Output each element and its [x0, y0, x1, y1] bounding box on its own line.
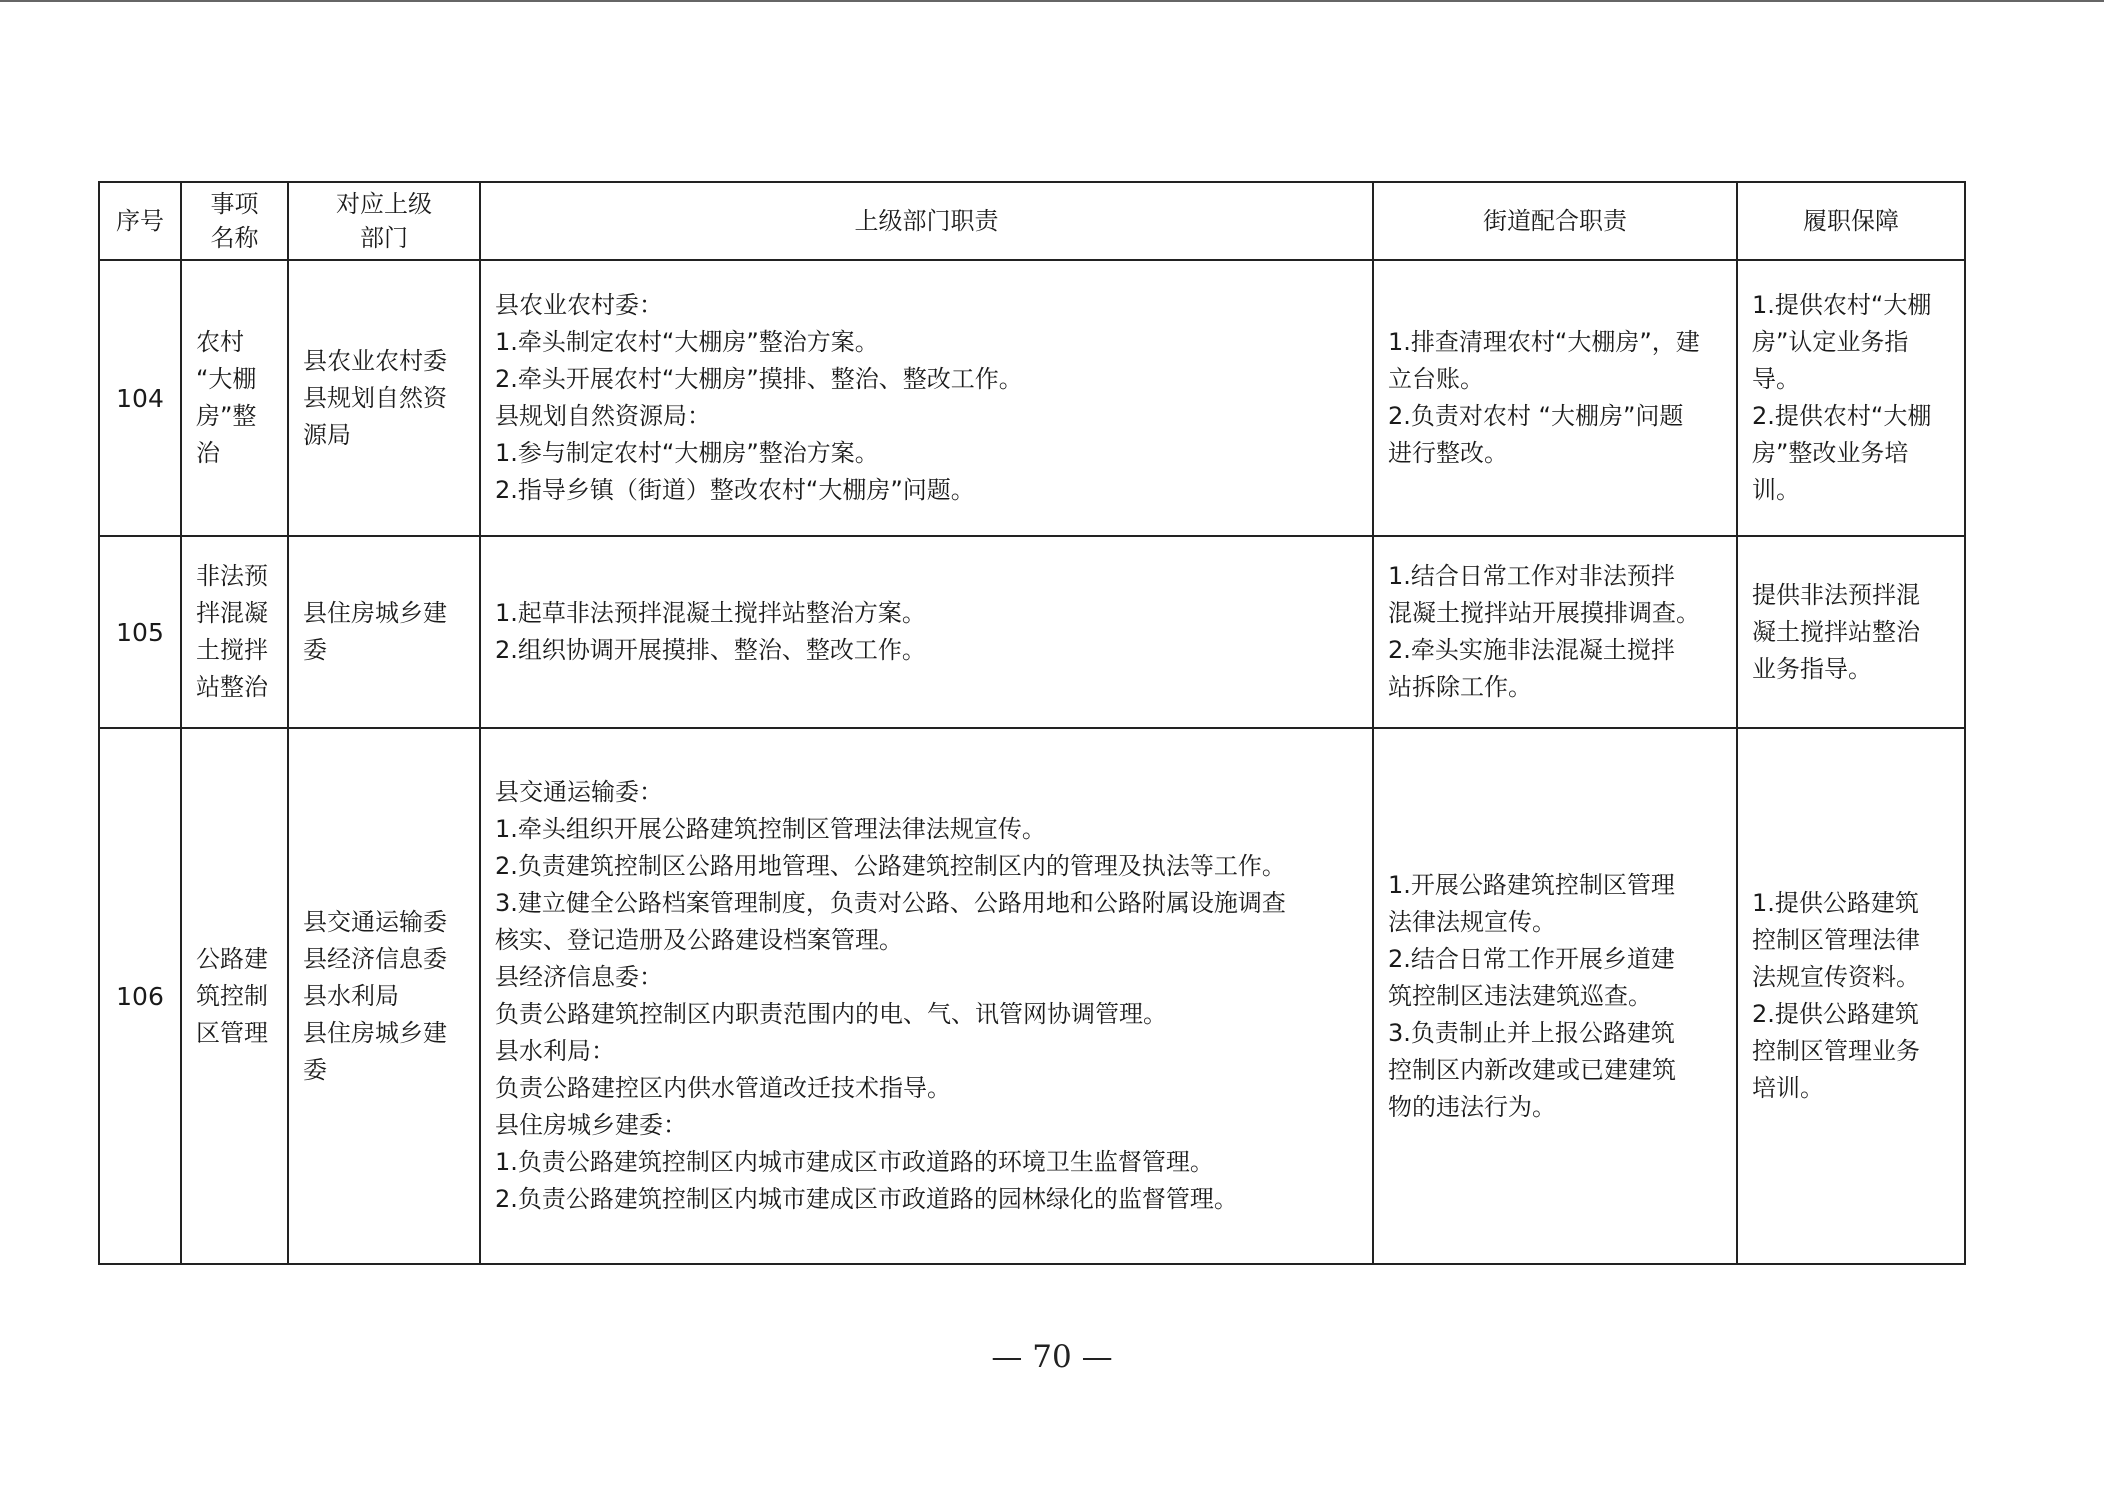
cell-guarantee: [1737, 260, 1965, 536]
cell-street-duties-line: 3.负责制止并上报公路建筑: [1388, 1018, 1675, 1047]
header-dept-line: 对应上级: [336, 190, 432, 218]
cell-item-name: [181, 536, 288, 728]
cell-upper-duties-line: 县农业农村委：: [495, 291, 663, 319]
cell-dept-line: 县交通运输委: [303, 907, 447, 936]
cell-street-duties-line: 1.结合日常工作对非法预拌: [1388, 562, 1675, 590]
cell-street-duties-line: 混凝土搅拌站开展摸排调查。: [1388, 599, 1700, 627]
cell-item-name: [181, 728, 288, 1264]
cell-street-duties: [1373, 260, 1737, 536]
cell-upper-duties-line: 县规划自然资源局：: [495, 402, 711, 430]
cell-guarantee-line: 导。: [1752, 365, 1800, 393]
cell-upper-duties-line: 县水利局：: [495, 1037, 615, 1065]
cell-guarantee: [1737, 536, 1965, 728]
cell-item-name-line: 治: [196, 439, 220, 467]
cell-item-name-line: 公路建: [196, 944, 268, 973]
header-item-line: 名称: [210, 224, 259, 252]
cell-upper-duties-line: 2.指导乡镇（街道）整改农村“大棚房”问题。: [495, 476, 975, 504]
cell-street-duties-line: 站拆除工作。: [1388, 673, 1532, 701]
cell-dept-line: 源局: [303, 420, 351, 449]
cell-street-duties-line: 2.牵头实施非法混凝土搅拌: [1388, 636, 1675, 664]
cell-guarantee-line: 房”整改业务培: [1752, 439, 1909, 467]
cell-guarantee-line: 培训。: [1752, 1074, 1824, 1102]
cell-guarantee-line: 业务指导。: [1752, 654, 1872, 683]
header-dept-line: 部门: [360, 224, 408, 252]
cell-upper-duties-line: 负责公路建筑控制区内职责范围内的电、气、讯管网协调管理。: [495, 1000, 1167, 1028]
cell-street-duties-line: 2.结合日常工作开展乡道建: [1388, 944, 1675, 973]
table-body: [99, 260, 1965, 1264]
cell-upper-duties-line: 负责公路建控区内供水管道改迁技术指导。: [495, 1074, 951, 1102]
cell-upper-duties-line: 1.起草非法预拌混凝土搅拌站整治方案。: [495, 599, 926, 627]
cell-guarantee-line: 1.提供公路建筑: [1752, 889, 1919, 917]
cell-street-duties: [1373, 728, 1737, 1264]
cell-upper-duties-line: 县住房城乡建委：: [495, 1111, 687, 1139]
cell-street-duties-line: 立台账。: [1388, 365, 1484, 393]
table-row: [99, 728, 1965, 1264]
cell-upper-duties: [480, 728, 1373, 1264]
cell-guarantee-line: 训。: [1752, 476, 1800, 504]
cell-dept-line: 县水利局: [303, 981, 399, 1010]
cell-item-name-line: 拌混凝: [196, 599, 268, 627]
cell-item-name-line: 区管理: [196, 1018, 268, 1047]
cell-street-duties-line: 进行整改。: [1388, 439, 1508, 467]
cell-guarantee-line: 控制区管理法律: [1752, 926, 1920, 954]
header-item: [181, 182, 288, 260]
cell-upper-duties-line: 1.牵头制定农村“大棚房”整治方案。: [495, 328, 879, 356]
cell-street-duties-line: 2.负责对农村 “大棚房”问题: [1388, 402, 1684, 430]
header-item-line: 事项: [210, 190, 259, 218]
cell-item-name-line: 农村: [196, 328, 244, 356]
cell-item-name-line: 筑控制: [196, 981, 268, 1010]
cell-dept-line: 县经济信息委: [303, 944, 447, 973]
cell-dept: [288, 260, 480, 536]
cell-guarantee-line: 2.提供农村“大棚: [1752, 402, 1932, 430]
cell-upper-duties-line: 2.负责建筑控制区公路用地管理、公路建筑控制区内的管理及执法等工作。: [495, 852, 1286, 880]
cell-item-name-line: 非法预: [196, 562, 268, 590]
cell-street-duties-line: 筑控制区违法建筑巡查。: [1388, 981, 1652, 1010]
cell-street-duties-line: 法律法规宣传。: [1388, 907, 1556, 936]
cell-guarantee-line: 2.提供公路建筑: [1752, 1000, 1919, 1028]
cell-upper-duties-line: 2.牵头开展农村“大棚房”摸排、整治、整改工作。: [495, 365, 1023, 393]
cell-upper-duties: [480, 260, 1373, 536]
cell-dept-line: 委: [303, 636, 327, 664]
cell-num: 104: [99, 260, 181, 536]
header-guarantee: 履职保障: [1737, 182, 1965, 260]
cell-dept-line: 县农业农村委: [303, 346, 447, 375]
cell-dept-line: 县住房城乡建: [303, 1018, 447, 1047]
cell-street-duties-line: 控制区内新改建或已建建筑: [1388, 1055, 1676, 1084]
cell-item-name-line: 土搅拌: [196, 636, 268, 664]
cell-upper-duties-line: 县交通运输委：: [495, 778, 663, 806]
page-number: — 70 —: [991, 1339, 1113, 1375]
top-rule: [0, 0, 2104, 2]
header-dept: [288, 182, 480, 260]
cell-guarantee: [1737, 728, 1965, 1264]
cell-guarantee-line: 凝土搅拌站整治: [1752, 617, 1920, 646]
header-street-duties: 街道配合职责: [1373, 182, 1737, 260]
cell-item-name-line: “大棚: [196, 365, 257, 393]
cell-upper-duties-line: 1.牵头组织开展公路建筑控制区管理法律法规宣传。: [495, 815, 1046, 843]
cell-dept-line: 委: [303, 1055, 327, 1084]
cell-dept-line: 县住房城乡建: [303, 599, 447, 627]
cell-guarantee-line: 提供非法预拌混: [1752, 580, 1920, 609]
table-row: [99, 260, 1965, 536]
cell-upper-duties-line: 1.参与制定农村“大棚房”整治方案。: [495, 439, 879, 467]
cell-dept-line: 县规划自然资: [303, 383, 447, 412]
header-num: 序号: [99, 182, 181, 260]
cell-item-name-line: 房”整: [196, 402, 257, 430]
cell-guarantee-line: 控制区管理业务: [1752, 1037, 1920, 1065]
cell-upper-duties-line: 2.组织协调开展摸排、整治、整改工作。: [495, 636, 926, 664]
cell-item-name-line: 站整治: [196, 673, 268, 701]
cell-item-name: [181, 260, 288, 536]
cell-street-duties-line: 1.排查清理农村“大棚房”，建: [1388, 328, 1700, 356]
cell-street-duties: [1373, 536, 1737, 728]
header-row: [99, 182, 1965, 260]
table-row: [99, 536, 1965, 728]
cell-guarantee-line: 1.提供农村“大棚: [1752, 291, 1932, 319]
cell-guarantee-line: 房”认定业务指: [1752, 328, 1909, 356]
duty-table: [98, 181, 1966, 1265]
cell-dept: [288, 728, 480, 1264]
cell-upper-duties-line: 3.建立健全公路档案管理制度，负责对公路、公路用地和公路附属设施调查: [495, 889, 1286, 917]
cell-upper-duties-line: 2.负责公路建筑控制区内城市建成区市政道路的园林绿化的监督管理。: [495, 1185, 1238, 1213]
cell-street-duties-line: 物的违法行为。: [1388, 1092, 1556, 1121]
cell-upper-duties-line: 核实、登记造册及公路建设档案管理。: [495, 926, 903, 954]
cell-upper-duties: [480, 536, 1373, 728]
cell-upper-duties-line: 1.负责公路建筑控制区内城市建成区市政道路的环境卫生监督管理。: [495, 1148, 1214, 1176]
header-upper-duties: 上级部门职责: [480, 182, 1373, 260]
cell-upper-duties-line: 县经济信息委：: [495, 963, 663, 991]
cell-street-duties-line: 1.开展公路建筑控制区管理: [1388, 870, 1675, 899]
cell-guarantee-line: 法规宣传资料。: [1752, 963, 1920, 991]
cell-num: 106: [99, 728, 181, 1264]
cell-num: 105: [99, 536, 181, 728]
cell-dept: [288, 536, 480, 728]
